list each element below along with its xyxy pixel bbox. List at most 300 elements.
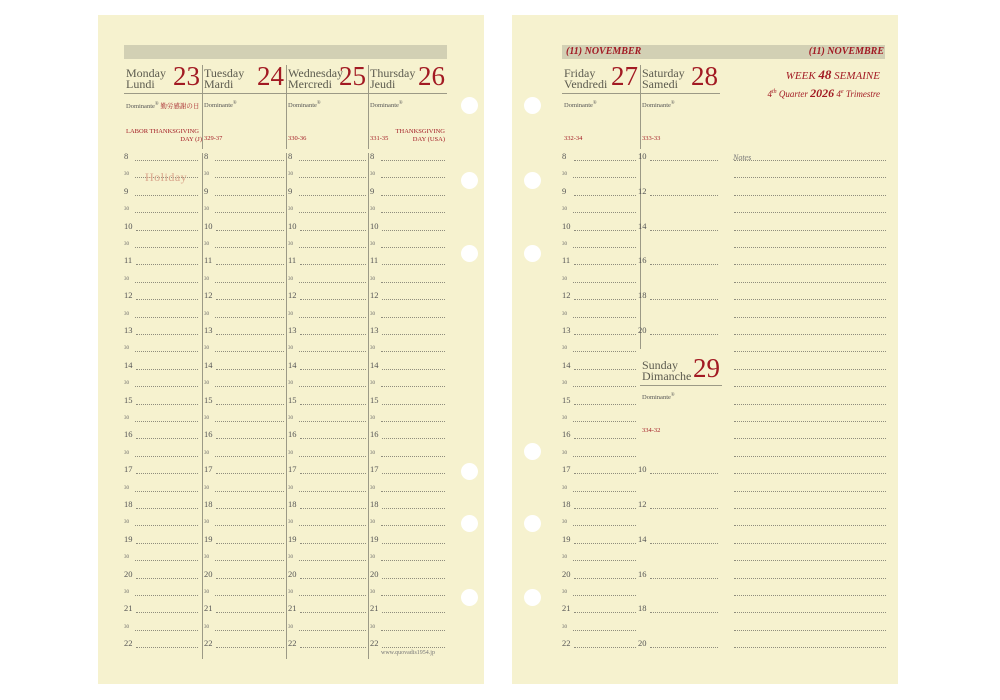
day-name (370, 68, 415, 90)
notes-line[interactable] (734, 560, 886, 561)
notes-line[interactable] (734, 177, 886, 178)
time-slot[interactable] (370, 254, 447, 266)
hour-label: 20 (370, 568, 379, 579)
time-slot[interactable] (204, 307, 286, 319)
time-slot[interactable] (370, 585, 447, 597)
writing-line (215, 630, 284, 631)
hour-label: 14 (370, 359, 379, 370)
writing-line (136, 369, 198, 370)
time-slot[interactable] (124, 428, 200, 440)
punch-hole (461, 515, 478, 532)
notes-line[interactable] (734, 508, 886, 509)
hour-label: 16 (638, 255, 647, 266)
notes-line[interactable] (734, 317, 886, 318)
writing-line (650, 647, 718, 648)
writing-line (299, 525, 366, 526)
time-slot[interactable] (124, 359, 200, 371)
writing-line (136, 230, 198, 231)
time-slot[interactable] (562, 202, 638, 214)
time-slot[interactable] (124, 307, 200, 319)
time-slot[interactable] (370, 394, 447, 406)
hour-label: 9 (288, 185, 293, 196)
writing-line (136, 299, 198, 300)
notes-line[interactable] (734, 212, 886, 213)
time-slot[interactable] (288, 620, 368, 632)
hour-label: 30 (562, 276, 567, 282)
time-slot[interactable] (370, 289, 447, 301)
time-slot[interactable] (124, 220, 200, 232)
column-divider (286, 153, 287, 659)
time-slot[interactable] (124, 637, 200, 649)
notes-line[interactable] (734, 473, 886, 474)
day-name (642, 68, 685, 90)
time-slot[interactable] (288, 411, 368, 423)
day-name-en: Sunday (642, 358, 678, 372)
notes-line[interactable] (734, 595, 886, 596)
time-slot[interactable] (124, 620, 200, 632)
quarter-fr-sup: e (840, 89, 844, 95)
time-slot[interactable] (288, 498, 368, 510)
time-slot[interactable] (562, 568, 638, 580)
time-slot[interactable] (288, 272, 368, 284)
punch-hole (524, 443, 541, 460)
time-slot[interactable] (288, 428, 368, 440)
time-slot[interactable] (288, 568, 368, 580)
day-rule (640, 93, 720, 94)
time-slot[interactable] (204, 428, 286, 440)
time-slot[interactable] (288, 376, 368, 388)
time-slot[interactable] (204, 289, 286, 301)
time-slot[interactable] (204, 341, 286, 353)
time-slot[interactable] (562, 359, 638, 371)
punch-hole (461, 463, 478, 480)
time-slot[interactable] (562, 602, 638, 614)
time-slot[interactable] (638, 602, 720, 614)
time-slot[interactable] (638, 185, 720, 197)
time-slot[interactable] (204, 359, 286, 371)
time-slot[interactable] (562, 324, 638, 336)
time-slot[interactable] (204, 220, 286, 232)
time-slot[interactable] (288, 637, 368, 649)
time-slot[interactable] (562, 428, 638, 440)
time-slot[interactable] (288, 481, 368, 493)
time-slot[interactable] (562, 394, 638, 406)
time-slot[interactable] (124, 446, 200, 458)
time-slot[interactable] (204, 185, 286, 197)
hour-label: 14 (204, 359, 213, 370)
hour-label: 16 (288, 429, 297, 440)
writing-line (136, 508, 198, 509)
time-slot[interactable] (204, 533, 286, 545)
writing-line (216, 369, 284, 370)
writing-line (573, 595, 636, 596)
time-slot[interactable] (124, 568, 200, 580)
time-slot[interactable] (370, 185, 447, 197)
time-slot[interactable] (288, 289, 368, 301)
punch-hole (524, 515, 541, 532)
time-slot[interactable] (562, 550, 638, 562)
notes-line[interactable] (734, 421, 886, 422)
time-slot[interactable] (370, 376, 447, 388)
time-slot[interactable] (562, 481, 638, 493)
time-slot[interactable] (370, 568, 447, 580)
time-slot[interactable] (370, 428, 447, 440)
notes-line[interactable] (734, 491, 886, 492)
writing-line (300, 508, 366, 509)
notes-line[interactable] (734, 351, 886, 352)
time-slot[interactable] (124, 237, 200, 249)
notes-line[interactable] (734, 299, 886, 300)
month-fr: (11) NOVEMBRE (808, 46, 884, 57)
writing-line (216, 230, 284, 231)
time-slot[interactable] (370, 620, 447, 632)
time-slot[interactable] (124, 394, 200, 406)
notes-line[interactable] (734, 160, 886, 161)
holiday-line: DAY (USA) (412, 136, 445, 143)
writing-line (135, 195, 198, 196)
time-slot[interactable] (370, 602, 447, 614)
time-slot[interactable] (562, 220, 638, 232)
hour-label: 20 (638, 638, 647, 649)
week-number: 48 (818, 67, 832, 82)
time-slot[interactable] (288, 446, 368, 458)
hour-label: 30 (370, 416, 375, 421)
time-slot[interactable] (204, 237, 286, 249)
time-slot[interactable] (204, 411, 286, 423)
writing-line (650, 578, 718, 579)
writing-line (381, 525, 445, 526)
time-slot[interactable] (124, 341, 200, 353)
time-slot[interactable] (370, 237, 447, 249)
time-slot[interactable] (204, 637, 286, 649)
time-slot[interactable] (124, 463, 200, 475)
notes-line[interactable] (734, 195, 886, 196)
time-slot[interactable] (288, 359, 368, 371)
time-slot[interactable] (124, 324, 200, 336)
time-slot[interactable] (562, 237, 638, 249)
time-slot[interactable] (370, 463, 447, 475)
hour-label: 30 (124, 381, 129, 387)
quarter-label (767, 86, 880, 101)
hour-label: 10 (204, 220, 213, 231)
time-slot[interactable] (370, 498, 447, 510)
time-slot[interactable] (124, 272, 200, 284)
time-slot[interactable] (370, 446, 447, 458)
time-slot[interactable] (562, 185, 638, 197)
time-slot[interactable] (638, 289, 720, 301)
time-slot[interactable] (562, 498, 638, 510)
time-slot[interactable] (288, 585, 368, 597)
time-slot[interactable] (370, 202, 447, 214)
day-count: 330-36 (288, 135, 307, 142)
time-slot[interactable] (562, 515, 638, 527)
hour-label: 22 (204, 638, 213, 649)
time-slot[interactable] (124, 498, 200, 510)
time-slot[interactable] (204, 324, 286, 336)
notes-line[interactable] (734, 647, 886, 648)
time-slot[interactable] (370, 220, 447, 232)
hour-label: 8 (124, 151, 129, 161)
writing-line (135, 317, 198, 318)
hour-label: 30 (288, 485, 293, 491)
writing-line (300, 578, 366, 579)
time-slot[interactable] (370, 324, 447, 336)
time-slot[interactable] (638, 568, 720, 580)
writing-line (299, 195, 366, 196)
hour-label: 20 (288, 568, 297, 579)
time-slot[interactable] (562, 585, 638, 597)
time-slot[interactable] (124, 254, 200, 266)
time-slot[interactable] (288, 533, 368, 545)
time-slot[interactable] (204, 150, 286, 162)
time-slot[interactable] (370, 533, 447, 545)
column-divider (368, 153, 369, 659)
time-slot[interactable] (638, 220, 720, 232)
time-slot[interactable] (562, 167, 638, 179)
time-slot[interactable] (288, 324, 368, 336)
hour-label: 13 (370, 325, 379, 335)
notes-line[interactable] (734, 456, 886, 457)
hour-label: 30 (124, 624, 129, 630)
registered-mark: ® (154, 101, 159, 107)
day-number: 24 (257, 61, 284, 91)
writing-line (136, 264, 198, 265)
hour-label: 30 (288, 590, 293, 595)
time-slot[interactable] (124, 185, 200, 197)
notes-line[interactable] (734, 230, 886, 231)
time-slot[interactable] (204, 515, 286, 527)
time-slot[interactable] (288, 550, 368, 562)
day-name-en: Friday (564, 66, 596, 80)
time-slot[interactable] (204, 446, 286, 458)
time-slot[interactable] (124, 150, 200, 162)
hour-label: 30 (204, 346, 209, 352)
day-header (640, 63, 720, 147)
dominante-label (564, 101, 597, 109)
time-slot[interactable] (288, 202, 368, 214)
jp-holiday: 勤労感謝の日 (160, 102, 200, 110)
time-slot[interactable] (562, 411, 638, 423)
day-name-fr: Vendredi (564, 77, 608, 91)
time-slot[interactable] (124, 533, 200, 545)
time-slot[interactable] (288, 341, 368, 353)
time-slot[interactable] (288, 463, 368, 475)
time-slot[interactable] (124, 376, 200, 388)
time-slot[interactable] (370, 272, 447, 284)
time-slot[interactable] (562, 637, 638, 649)
time-slot[interactable] (370, 341, 447, 353)
time-slot[interactable] (562, 272, 638, 284)
time-slot[interactable] (562, 446, 638, 458)
time-slot[interactable] (370, 307, 447, 319)
hour-label: 30 (288, 381, 293, 387)
writing-line (216, 612, 284, 613)
notes-line[interactable] (734, 369, 886, 370)
time-slot[interactable] (124, 411, 200, 423)
day-name-en: Saturday (642, 66, 685, 80)
writing-line (216, 404, 284, 405)
time-slot[interactable] (288, 150, 368, 162)
time-slot[interactable] (124, 602, 200, 614)
hour-label: 16 (370, 429, 379, 440)
time-slot[interactable] (204, 394, 286, 406)
time-slot[interactable] (288, 602, 368, 614)
time-slot[interactable] (204, 550, 286, 562)
time-slot[interactable] (204, 620, 286, 632)
time-slot[interactable] (204, 568, 286, 580)
hour-label: 30 (288, 346, 293, 352)
time-slot[interactable] (288, 394, 368, 406)
hour-label: 20 (124, 568, 133, 579)
notes-line[interactable] (734, 386, 886, 387)
notes-line[interactable] (734, 282, 886, 283)
registered-mark: ® (592, 101, 597, 106)
day-number: 25 (339, 61, 366, 91)
writing-line (299, 282, 366, 283)
time-slot[interactable] (288, 167, 368, 179)
hour-label: 19 (562, 533, 571, 544)
quarter-text: Quarter (778, 89, 808, 99)
dominante-label (642, 393, 675, 401)
notes-line[interactable] (734, 612, 886, 613)
hour-label: 30 (370, 311, 375, 317)
time-slot[interactable] (288, 254, 368, 266)
hour-label: 15 (288, 394, 297, 405)
time-slot[interactable] (204, 376, 286, 388)
time-slot[interactable] (204, 585, 286, 597)
time-slot[interactable] (638, 324, 720, 336)
quarter-fr-text: Trimestre (845, 89, 880, 99)
notes-line[interactable] (734, 247, 886, 248)
writing-line (135, 456, 198, 457)
writing-line (573, 560, 636, 561)
time-slot[interactable] (288, 307, 368, 319)
time-slot[interactable] (204, 463, 286, 475)
notes-line[interactable] (734, 578, 886, 579)
hour-label: 18 (124, 499, 133, 509)
time-slot[interactable] (638, 637, 720, 649)
time-slot[interactable] (562, 463, 638, 475)
time-slot[interactable] (638, 463, 720, 475)
writing-line (135, 630, 198, 631)
time-slot[interactable] (370, 167, 447, 179)
time-slot[interactable] (204, 272, 286, 284)
hour-label: 30 (562, 590, 567, 595)
writing-line (650, 195, 718, 196)
time-slot[interactable] (562, 289, 638, 301)
time-slot[interactable] (288, 515, 368, 527)
time-slot[interactable] (370, 515, 447, 527)
writing-line (300, 334, 366, 335)
hour-label: 14 (562, 359, 571, 370)
time-slot[interactable] (562, 533, 638, 545)
writing-line (574, 543, 636, 544)
writing-line (299, 491, 366, 492)
time-slot[interactable] (124, 550, 200, 562)
time-slot[interactable] (562, 254, 638, 266)
time-slot[interactable] (204, 602, 286, 614)
writing-line (381, 630, 445, 631)
notes-line[interactable] (734, 404, 886, 405)
time-slot[interactable] (204, 167, 286, 179)
hour-label: 14 (638, 533, 647, 544)
writing-line (216, 438, 284, 439)
time-slot[interactable] (288, 185, 368, 197)
time-slot[interactable] (370, 481, 447, 493)
time-slot[interactable] (124, 585, 200, 597)
hour-label: 30 (288, 450, 293, 456)
punch-hole (524, 589, 541, 606)
writing-line (574, 612, 636, 613)
time-slot[interactable] (562, 620, 638, 632)
time-slot[interactable] (124, 515, 200, 527)
time-slot[interactable] (204, 202, 286, 214)
dominante-label (126, 101, 199, 110)
time-slot[interactable] (562, 150, 638, 162)
hour-label: 30 (124, 520, 129, 526)
writing-line (215, 525, 284, 526)
time-slot[interactable] (288, 220, 368, 232)
hour-label: 22 (124, 638, 133, 649)
day-number: 26 (418, 61, 445, 91)
hour-label: 30 (562, 555, 567, 561)
hour-label: 30 (370, 624, 375, 630)
hour-label: 30 (288, 207, 293, 213)
time-slot[interactable] (124, 289, 200, 301)
notes-line[interactable] (734, 438, 886, 439)
time-slot[interactable] (370, 359, 447, 371)
time-slot[interactable] (638, 150, 720, 162)
time-slot[interactable] (204, 254, 286, 266)
hour-label: 30 (370, 520, 375, 526)
day-name (126, 68, 166, 90)
time-slot[interactable] (562, 376, 638, 388)
time-slot[interactable] (562, 341, 638, 353)
time-slot[interactable] (124, 481, 200, 493)
header-bar (124, 45, 447, 59)
time-slot[interactable] (370, 411, 447, 423)
hour-label: 12 (562, 290, 571, 301)
time-slot[interactable] (638, 254, 720, 266)
time-slot[interactable] (370, 550, 447, 562)
time-slot[interactable] (562, 307, 638, 319)
notes-line[interactable] (734, 334, 886, 335)
time-slot[interactable] (204, 498, 286, 510)
time-slot[interactable] (204, 481, 286, 493)
day-name (564, 68, 607, 90)
hour-label: 9 (124, 185, 129, 196)
writing-line (300, 438, 366, 439)
day-rule (202, 93, 286, 94)
time-slot[interactable] (370, 637, 447, 649)
writing-line (300, 647, 366, 648)
notes-line[interactable] (734, 525, 886, 526)
notes-line[interactable] (734, 630, 886, 631)
time-slot[interactable] (288, 237, 368, 249)
day-rule (286, 93, 368, 94)
time-slot[interactable] (124, 202, 200, 214)
writing-line (574, 334, 636, 335)
time-slot[interactable] (638, 533, 720, 545)
time-slot[interactable] (638, 498, 720, 510)
time-slot[interactable] (370, 150, 447, 162)
hour-label: 19 (204, 533, 213, 544)
hour-label: 18 (562, 499, 571, 509)
hour-label: 17 (124, 464, 133, 475)
notes-line[interactable] (734, 543, 886, 544)
hour-label: 13 (204, 325, 213, 335)
notes-line[interactable] (734, 264, 886, 265)
